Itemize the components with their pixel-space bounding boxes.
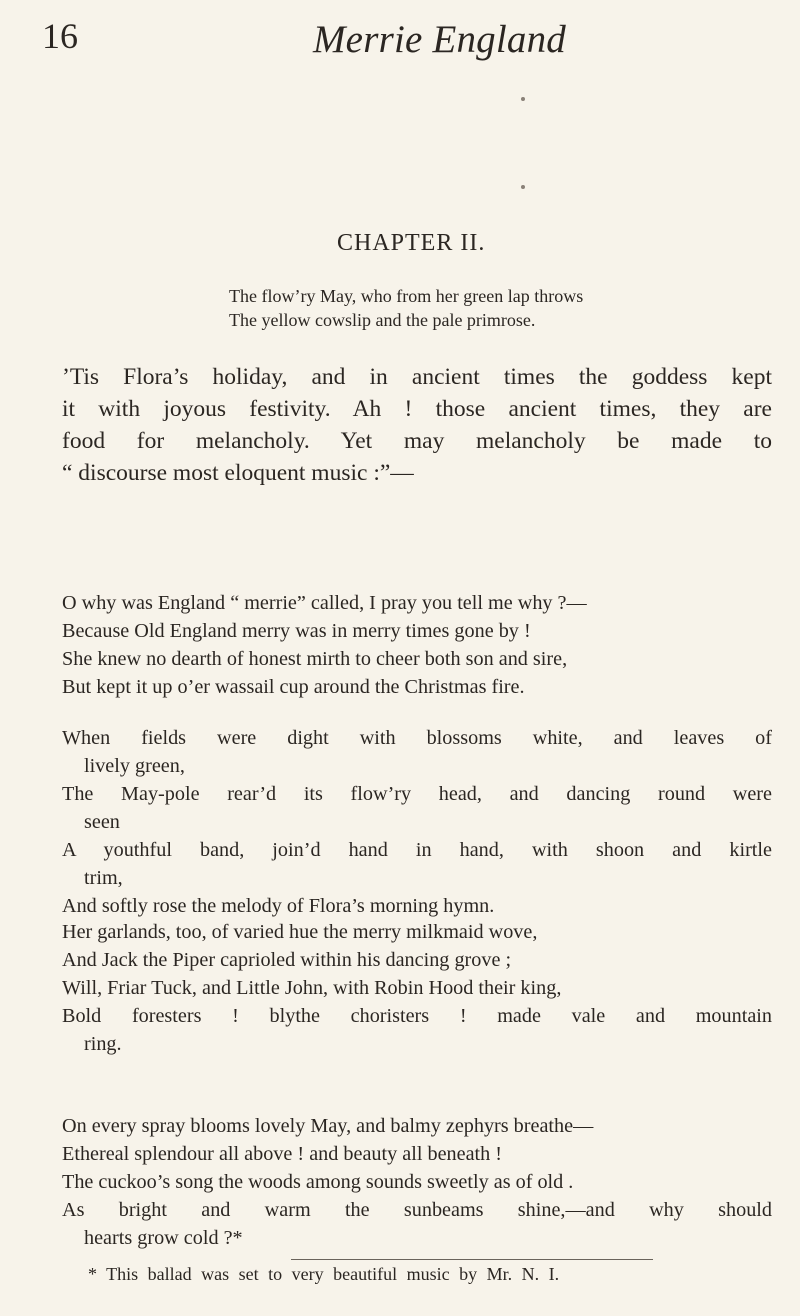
intro-line: ’Tis Flora’s holiday, and in ancient times the goddess kept [62,364,772,390]
verse-line: On every spray blooms lovely May, and balmy zephyrs breathe— [62,1115,594,1137]
verse-line: seen [84,811,120,833]
page-number: 16 [42,16,78,56]
stanza [62,589,772,701]
intro-paragraph [62,361,772,489]
verse-line: And softly rose the melody of Flora’s morning hymn. [62,895,495,917]
verse-line: The cuckoo’s song the woods among sounds sweetly as of old . [62,1171,574,1193]
verse-line: Ethereal splendour all above ! and beauty all beneath ! [62,1143,503,1165]
chapter-title: CHAPTER II. [337,230,486,256]
footnote-divider [291,1259,653,1260]
verse-line: hearts grow cold ?* [84,1227,243,1249]
verse-line: trim, [84,867,123,889]
verse-line: ring. [84,1033,122,1055]
verse-line: Will, Friar Tuck, and Little John, with Robin Hood their king, [62,977,562,999]
stanza [62,918,772,1058]
verse-line: When fields were dight with blossoms white, and leaves of [62,727,772,749]
verse-line: And Jack the Piper caprioled within his dancing grove ; [62,949,512,971]
verse-line: As bright and warm the sunbeams shine,—and why should [62,1199,772,1221]
verse-line: Bold foresters ! blythe choristers ! made vale and mountain [62,1005,772,1027]
epigraph-line: The yellow cowslip and the pale primrose. [229,310,536,330]
print-speck [521,185,525,189]
footnote: * This ballad was set to very beautiful music by Mr. N. I. [88,1264,560,1284]
verse-line: O why was England “ merrie” called, I pray you tell me why ?— [62,592,587,614]
verse-line: lively green, [84,755,185,777]
running-title: Merrie England [313,18,567,61]
verse-line: Because Old England merry was in merry times gone by ! [62,620,531,642]
stanza [62,1112,772,1252]
intro-line: food for melancholy. Yet may melancholy be made to [62,428,772,454]
stanza [62,724,772,920]
verse-line: She knew no dearth of honest mirth to cheer both son and sire, [62,648,568,670]
intro-line: “ discourse most eloquent music :”— [62,460,414,486]
intro-line: it with joyous festivity. Ah ! those ancient times, they are [62,396,772,422]
verse-line: But kept it up o’er wassail cup around the Christmas fire. [62,676,525,698]
epigraph [229,284,769,332]
verse-line: A youthful band, join’d hand in hand, with shoon and kirtle [62,839,772,861]
print-speck [521,97,525,101]
verse-line: Her garlands, too, of varied hue the merry milkmaid wove, [62,921,538,943]
epigraph-line: The flow’ry May, who from her green lap throws [229,286,584,306]
verse-line: The May-pole rear’d its flow’ry head, and dancing round were [62,783,772,805]
